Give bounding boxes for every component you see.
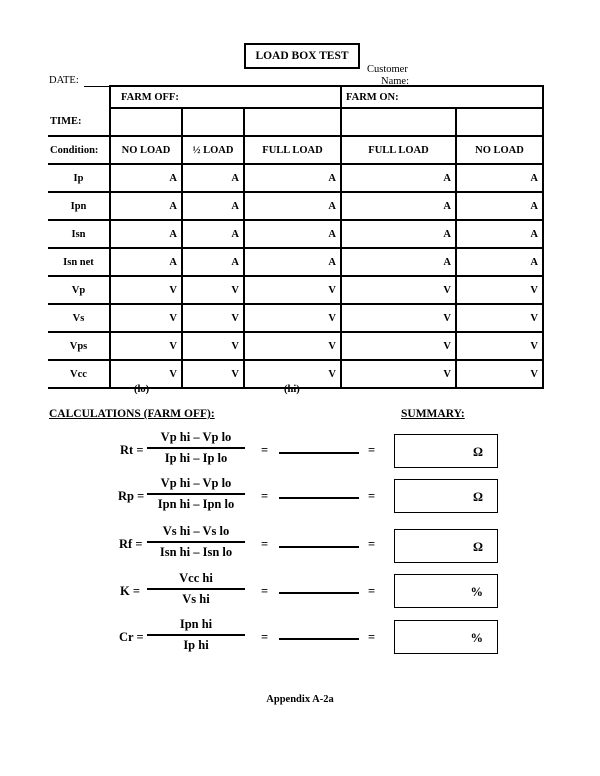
value-cell[interactable]: A: [244, 248, 341, 276]
condition-label: Condition:: [48, 136, 110, 164]
value-cell[interactable]: V: [110, 304, 182, 332]
answer-line[interactable]: [279, 452, 359, 454]
value-cell[interactable]: V: [341, 276, 456, 304]
customer-label: Customer: [367, 64, 408, 75]
value-cell[interactable]: V: [110, 276, 182, 304]
value-cell[interactable]: A: [341, 220, 456, 248]
equals-sign: =: [368, 537, 376, 551]
time-label: TIME:: [48, 108, 110, 136]
equals-sign: =: [261, 489, 269, 503]
date-label: DATE:: [49, 75, 79, 86]
value-cell[interactable]: A: [182, 220, 244, 248]
summary-box[interactable]: Ω: [394, 434, 498, 468]
value-cell[interactable]: V: [456, 332, 543, 360]
value-cell[interactable]: V: [341, 360, 456, 388]
formula-fraction: [147, 617, 245, 653]
formula-fraction: [147, 476, 245, 512]
value-cell[interactable]: A: [110, 248, 182, 276]
formula-denominator: Ip hi – Ip lo: [164, 451, 228, 465]
row-label: Ipn: [48, 192, 110, 220]
formula-fraction: [147, 430, 245, 466]
formula-numerator: Vcc hi: [179, 571, 213, 585]
formula-lhs: Rp =: [118, 489, 145, 503]
farm-off-header: FARM OFF:: [110, 86, 341, 108]
row-label: Isn net: [48, 248, 110, 276]
value-cell[interactable]: A: [110, 220, 182, 248]
answer-line[interactable]: [279, 592, 359, 594]
condition-header: FULL LOAD: [341, 136, 456, 164]
answer-line[interactable]: [279, 546, 359, 548]
equals-sign: =: [368, 584, 376, 598]
value-cell[interactable]: A: [110, 164, 182, 192]
formula-denominator: Ip hi: [183, 638, 209, 652]
value-cell[interactable]: V: [244, 332, 341, 360]
formula-denominator: Vs hi: [182, 592, 210, 606]
value-cell[interactable]: A: [456, 248, 543, 276]
hi-label: (hi): [284, 384, 300, 395]
value-cell[interactable]: V: [182, 276, 244, 304]
customer-name-label: Name:: [381, 76, 409, 87]
time-cell[interactable]: [341, 108, 456, 136]
value-cell[interactable]: A: [244, 164, 341, 192]
value-cell[interactable]: V: [182, 332, 244, 360]
summary-box[interactable]: Ω: [394, 479, 498, 513]
page-title: LOAD BOX TEST: [244, 43, 360, 69]
equals-sign: =: [261, 584, 269, 598]
formula-numerator: Ipn hi: [179, 617, 213, 631]
formula-denominator: Isn hi – Isn lo: [159, 545, 233, 559]
condition-header: ½ LOAD: [182, 136, 244, 164]
condition-header: NO LOAD: [456, 136, 543, 164]
value-cell[interactable]: A: [244, 192, 341, 220]
value-cell[interactable]: A: [244, 220, 341, 248]
time-cell[interactable]: [110, 108, 182, 136]
value-cell[interactable]: V: [182, 304, 244, 332]
summary-box[interactable]: %: [394, 620, 498, 654]
formula-denominator: Ipn hi – Ipn lo: [157, 497, 235, 511]
condition-header: NO LOAD: [110, 136, 182, 164]
formula-fraction: [147, 571, 245, 607]
value-cell[interactable]: A: [182, 192, 244, 220]
formula-lhs: Rt =: [120, 443, 144, 457]
time-cell[interactable]: [182, 108, 244, 136]
formula-numerator: Vs hi – Vs lo: [162, 524, 230, 538]
answer-line[interactable]: [279, 497, 359, 499]
summary-heading: SUMMARY:: [401, 408, 465, 420]
formula-lhs: Rf =: [119, 537, 143, 551]
formula-lhs: K =: [120, 584, 140, 598]
time-cell[interactable]: [244, 108, 341, 136]
formula-fraction: [147, 524, 245, 560]
value-cell[interactable]: V: [182, 360, 244, 388]
value-cell[interactable]: V: [244, 304, 341, 332]
value-cell[interactable]: A: [182, 164, 244, 192]
value-cell[interactable]: V: [244, 360, 341, 388]
value-cell[interactable]: A: [341, 248, 456, 276]
equals-sign: =: [368, 489, 376, 503]
value-cell[interactable]: A: [456, 164, 543, 192]
row-label: Vcc: [48, 360, 110, 388]
value-cell[interactable]: V: [110, 360, 182, 388]
value-cell[interactable]: A: [110, 192, 182, 220]
formula-numerator: Vp hi – Vp lo: [160, 476, 232, 490]
load-box-table: [48, 85, 544, 389]
value-cell[interactable]: V: [456, 304, 543, 332]
row-label: Ip: [48, 164, 110, 192]
value-cell[interactable]: V: [341, 332, 456, 360]
value-cell[interactable]: V: [456, 360, 543, 388]
summary-box[interactable]: Ω: [394, 529, 498, 563]
equals-sign: =: [368, 630, 376, 644]
row-label: Vps: [48, 332, 110, 360]
lo-label: (lo): [134, 384, 150, 395]
value-cell[interactable]: V: [244, 276, 341, 304]
formula-lhs: Cr =: [119, 630, 144, 644]
equals-sign: =: [261, 630, 269, 644]
equals-sign: =: [261, 443, 269, 457]
condition-header: FULL LOAD: [244, 136, 341, 164]
value-cell[interactable]: V: [110, 332, 182, 360]
appendix-label: Appendix A-2a: [266, 694, 334, 705]
value-cell[interactable]: A: [341, 164, 456, 192]
equals-sign: =: [261, 537, 269, 551]
value-cell[interactable]: A: [456, 192, 543, 220]
summary-box[interactable]: %: [394, 574, 498, 608]
calculations-heading: CALCULATIONS (FARM OFF):: [49, 408, 215, 420]
row-label: Vs: [48, 304, 110, 332]
farm-on-header: FARM ON:: [341, 86, 543, 108]
equals-sign: =: [368, 443, 376, 457]
value-cell[interactable]: V: [456, 276, 543, 304]
formula-numerator: Vp hi – Vp lo: [160, 430, 232, 444]
answer-line[interactable]: [279, 638, 359, 640]
value-cell[interactable]: A: [182, 248, 244, 276]
value-cell[interactable]: A: [341, 192, 456, 220]
time-cell[interactable]: [456, 108, 543, 136]
row-label: Vp: [48, 276, 110, 304]
value-cell[interactable]: V: [341, 304, 456, 332]
value-cell[interactable]: A: [456, 220, 543, 248]
row-label: Isn: [48, 220, 110, 248]
